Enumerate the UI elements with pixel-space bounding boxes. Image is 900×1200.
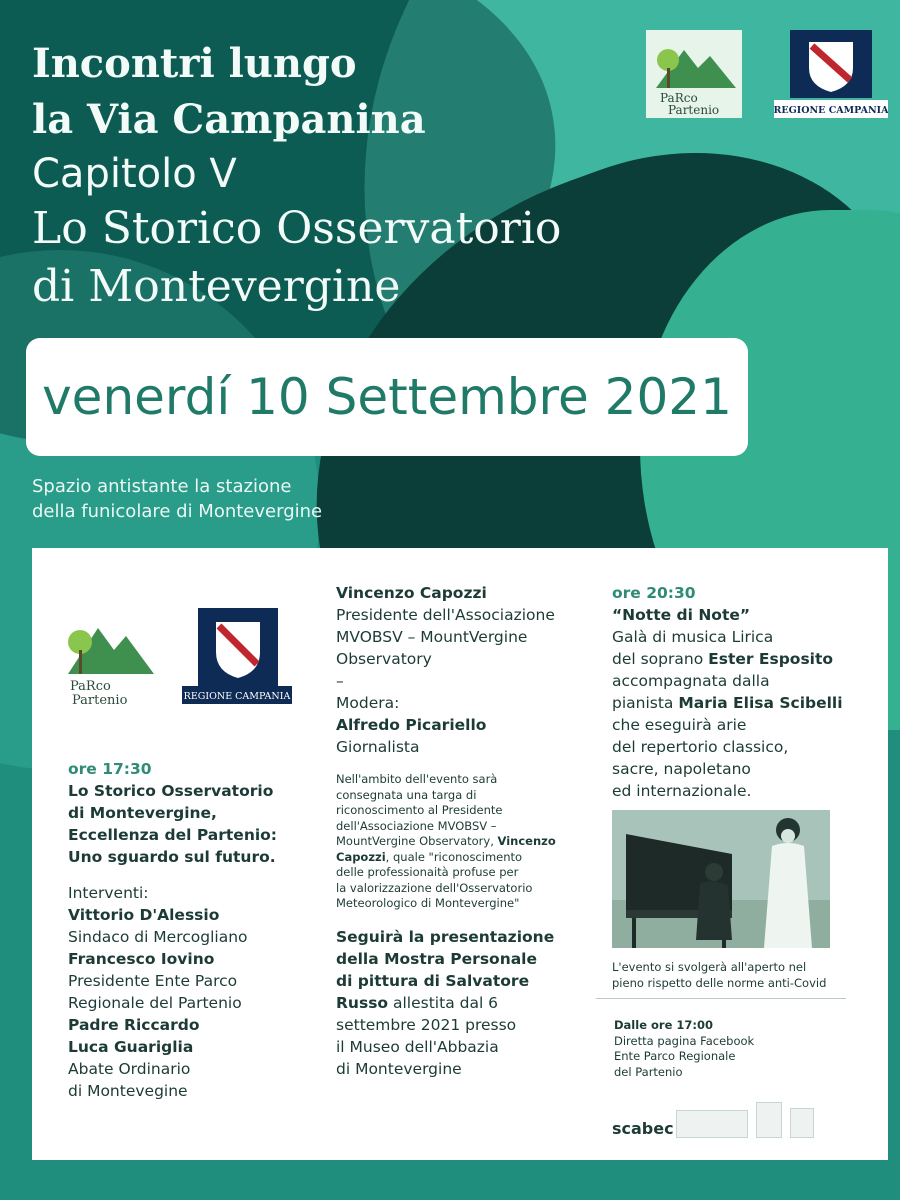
talk-title-2: di Montevergine, xyxy=(68,804,217,822)
date-banner xyxy=(26,338,748,456)
talk-title-3: Eccellenza del Partenio: xyxy=(68,826,278,844)
award-note-line: la valorizzazione dell'Osservatorio xyxy=(336,880,533,895)
mostra-text: allestita dal 6 xyxy=(388,993,499,1012)
soprano-name: Ester Esposito xyxy=(708,650,834,668)
concert-line-5: che eseguirà arie xyxy=(612,716,747,734)
capozzi-role-1: Presidente dell'Associazione xyxy=(336,606,555,624)
mostra-line-4 xyxy=(336,992,586,1014)
title-line-4: Lo Storico Osservatorio xyxy=(32,203,562,254)
svg-text:Partenio: Partenio xyxy=(72,693,128,708)
award-note xyxy=(336,772,586,912)
talk-title-4: Uno sguardo sul futuro. xyxy=(68,848,276,866)
performers-photo xyxy=(612,810,830,948)
time-2030: ore 20:30 xyxy=(612,584,696,602)
award-note-line: dell'Associazione MVOBSV – xyxy=(336,818,497,833)
mostra-line-3: di pittura di Salvatore xyxy=(336,971,530,990)
facebook-live-info xyxy=(614,1018,874,1080)
speaker-capozzi: Vincenzo Capozzi xyxy=(336,584,487,602)
fb-line-3: Ente Parco Regionale xyxy=(614,1049,736,1063)
mostra-artist: Russo xyxy=(336,993,389,1012)
award-note-line: Meteorologico di Montevergine" xyxy=(336,896,520,910)
mostra-line-2: della Mostra Personale xyxy=(336,949,538,968)
award-note-line xyxy=(336,850,586,866)
program-column-1 xyxy=(68,758,328,1102)
speaker-3-name-1: Padre Riccardo xyxy=(68,1016,200,1034)
speaker-2-role-1: Presidente Ente Parco xyxy=(68,972,238,990)
award-note-name: Capozzi xyxy=(336,849,386,864)
title-line-1: Incontri lungo xyxy=(32,40,357,87)
title-line-5: di Montevergine xyxy=(32,261,401,312)
program-column-2 xyxy=(336,582,586,1080)
venue-line-2: della funicolare di Montevergine xyxy=(32,501,323,522)
svg-text:REGIONE CAMPANIA: REGIONE CAMPANIA xyxy=(774,105,888,116)
scabec-logo-text: scabec xyxy=(612,1119,674,1138)
concert-line-7: sacre, napoletano xyxy=(612,760,751,778)
title-line-2: la Via Campanina xyxy=(32,96,426,143)
speaker-2-name: Francesco Iovino xyxy=(68,950,215,968)
award-note-text: MountVergine Observatory, xyxy=(336,834,498,848)
moderator-name: Alfredo Picariello xyxy=(336,716,487,734)
svg-text:PaRco: PaRco xyxy=(660,91,698,105)
mostra-line-6: il Museo dell'Abbazia xyxy=(336,1037,499,1056)
covid-line-2: pieno rispetto delle norme anti-Covid xyxy=(612,975,827,990)
speaker-1-role: Sindaco di Mercogliano xyxy=(68,928,248,946)
capozzi-role-3: Observatory xyxy=(336,650,432,668)
ministry-logo xyxy=(676,1110,748,1138)
venue xyxy=(32,474,322,524)
mostra-line-5: settembre 2021 presso xyxy=(336,1015,517,1034)
program-panel xyxy=(32,548,888,1160)
speaker-2-role-2: Regionale del Partenio xyxy=(68,994,242,1012)
concert-line-2 xyxy=(612,648,882,670)
covid-notice xyxy=(612,960,882,991)
concert-line-6: del repertorio classico, xyxy=(612,738,789,756)
concert-line-1: Galà di musica Lirica xyxy=(612,628,774,646)
talk-title-1: Lo Storico Osservatorio xyxy=(68,782,274,800)
separator-dash: – xyxy=(336,672,344,690)
svg-text:PaRco: PaRco xyxy=(70,679,111,694)
time-1730: ore 17:30 xyxy=(68,760,152,778)
speaker-3-role-2: di Montevegine xyxy=(68,1082,188,1100)
capozzi-role-2: MVOBSV – MountVergine xyxy=(336,628,528,646)
mostra-line-7: di Montevergine xyxy=(336,1059,462,1078)
award-note-line: riconoscimento al Presidente xyxy=(336,803,503,817)
concert-text: del soprano xyxy=(612,650,709,668)
speaker-3-role-1: Abate Ordinario xyxy=(68,1060,191,1078)
moderator-role: Giornalista xyxy=(336,738,420,756)
title-line-3: Capitolo V xyxy=(32,151,237,197)
award-note-line: delle professionaità profuse per xyxy=(336,865,519,879)
award-note-name: Vincenzo xyxy=(497,834,556,848)
award-note-line xyxy=(336,834,586,850)
concert-line-4 xyxy=(612,692,882,714)
scabec-logo xyxy=(612,1119,674,1138)
concert-line-3: accompagnata dalla xyxy=(612,672,770,690)
concert-line-8: ed internazionale. xyxy=(612,782,752,800)
award-note-text: , quale "riconoscimento xyxy=(385,849,523,864)
fb-line-1: Dalle ore 17:00 xyxy=(614,1018,713,1032)
sponsor-logos xyxy=(612,1098,872,1138)
event-date: venerdí 10 Settembre 2021 xyxy=(42,368,732,426)
venue-line-1: Spazio antistante la stazione xyxy=(32,476,292,497)
interventi-label: Interventi: xyxy=(68,884,149,902)
regione-campania-logo-small xyxy=(182,608,292,712)
svg-text:REGIONE CAMPANIA: REGIONE CAMPANIA xyxy=(183,691,291,702)
concert-text: pianista xyxy=(612,694,679,712)
svg-text:Partenio: Partenio xyxy=(668,103,720,117)
divider xyxy=(596,998,846,999)
award-note-line: Nell'ambito dell'evento sarà xyxy=(336,772,498,786)
event-name: “Notte di Note” xyxy=(612,606,751,624)
regione-campania-logo xyxy=(774,30,888,118)
pianist-name: Maria Elisa Scibelli xyxy=(678,694,843,712)
parco-partenio-logo-small xyxy=(62,608,158,708)
fb-line-4: del Partenio xyxy=(614,1064,683,1079)
speaker-1-name: Vittorio D'Alessio xyxy=(68,906,220,924)
modera-label: Modera: xyxy=(336,694,400,712)
municipality-crest-icon xyxy=(756,1102,782,1138)
crest-icon xyxy=(790,1108,814,1138)
parco-partenio-logo xyxy=(646,30,742,118)
covid-line-1: L'evento si svolgerà all'aperto nel xyxy=(612,960,807,974)
fb-line-2: Diretta pagina Facebook xyxy=(614,1033,755,1048)
speaker-3-name-2: Luca Guariglia xyxy=(68,1038,194,1056)
program-column-3 xyxy=(612,582,882,802)
mostra-line-1: Seguirà la presentazione xyxy=(336,927,555,946)
poster-title xyxy=(32,36,561,316)
award-note-line: consegnata una targa di xyxy=(336,787,477,802)
